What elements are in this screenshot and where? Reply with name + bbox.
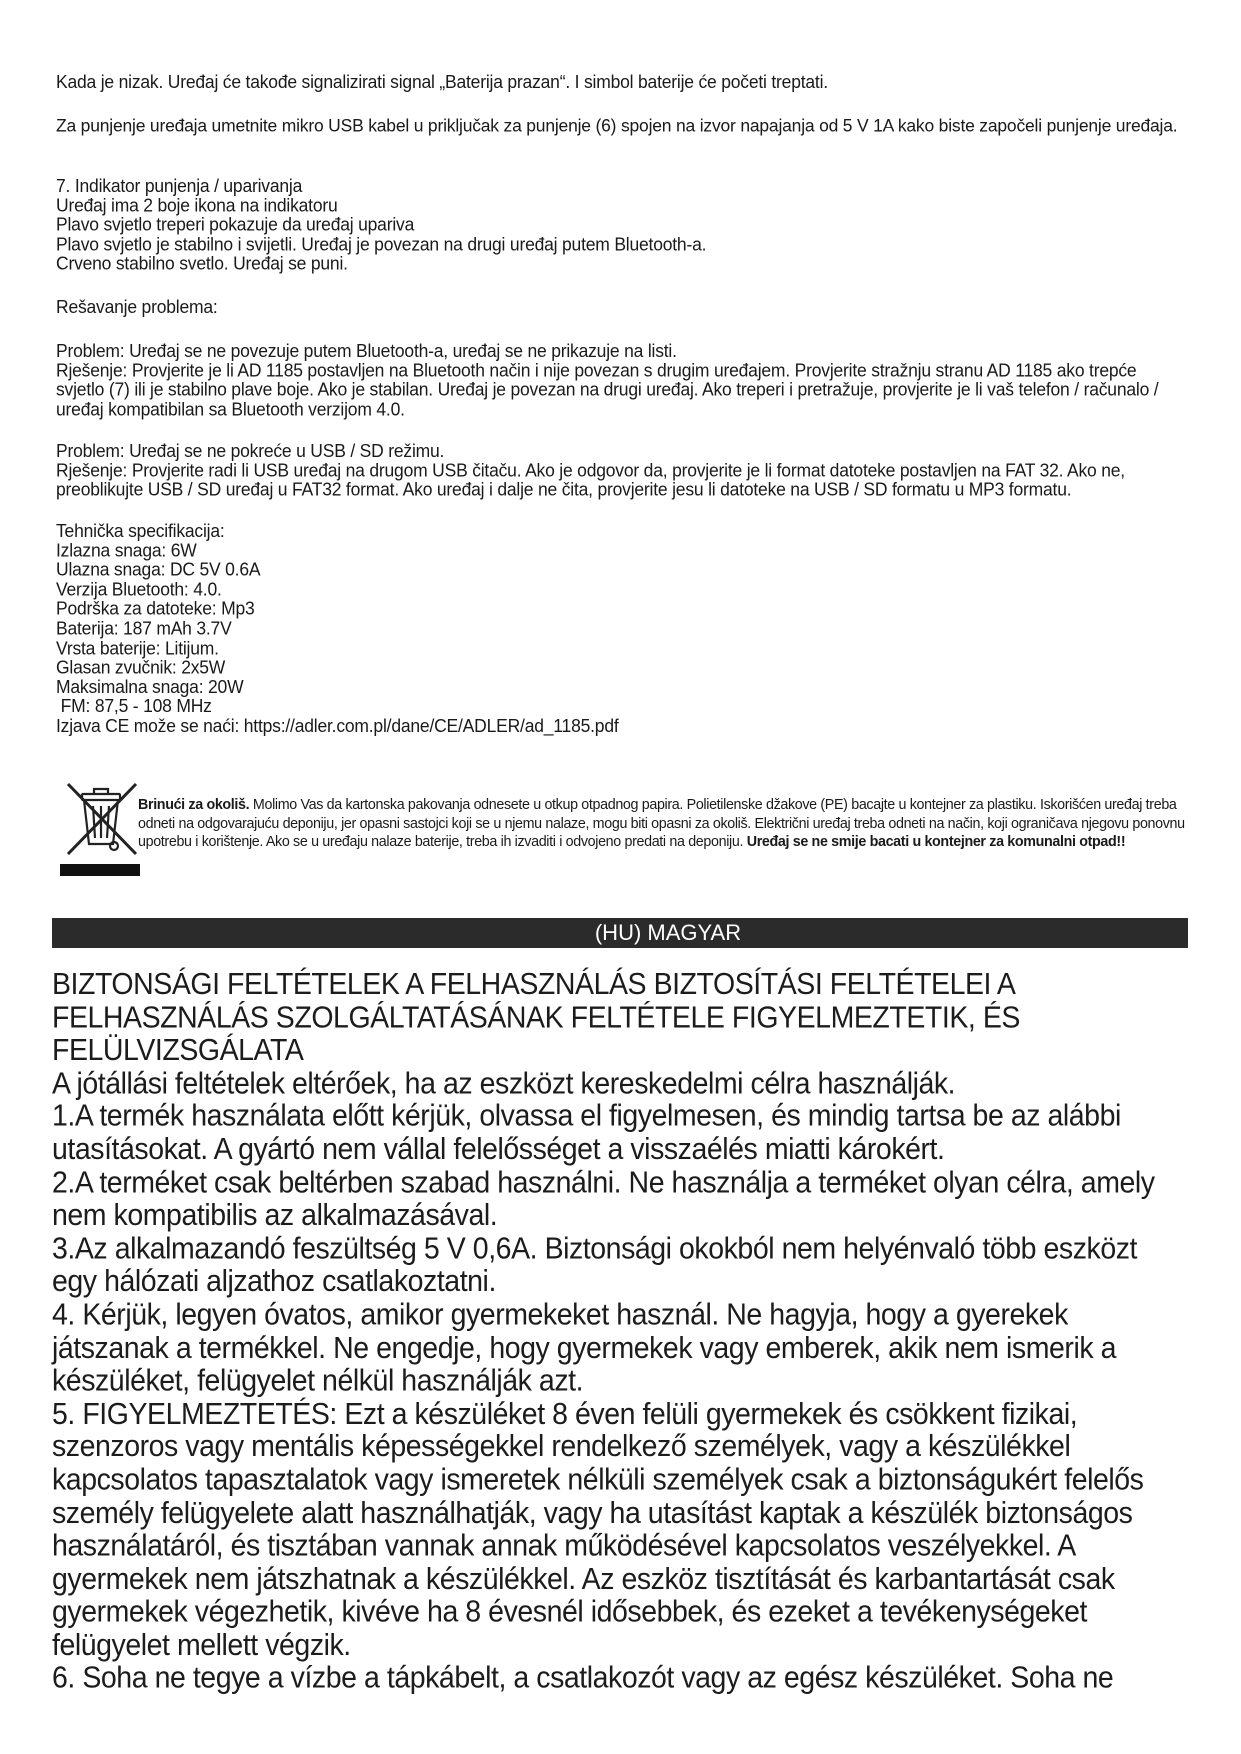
environment-text bbox=[138, 796, 1188, 852]
solution-text: Rješenje: Provjerite je li AD 1185 postavljen na Bluetooth način i nije povezan s drugim uređajem. Provjerite stražnju stranu AD 1185 ako trepće svjetlo (7) ili je stabilno plave boje. Ako je stabilan. Uređaj je povezan na drugi uređaj. Ako treperi i pretražuje, provjerite je li vaš telefon / računalo / uređaj kompatibilan sa Bluetooth verzijom 4.0. bbox=[56, 359, 1164, 420]
spec-line: FM: 87,5 - 108 MHz bbox=[56, 695, 212, 717]
problem-bluetooth bbox=[56, 341, 1186, 419]
indicator-section bbox=[56, 176, 1186, 274]
safety-paragraph: 6. Soha ne tegye a vízbe a tápkábelt, a csatlakozót vagy az egész készüléket. Soha ne bbox=[52, 1660, 1114, 1696]
battery-low-paragraph bbox=[56, 72, 1186, 92]
charging-paragraph bbox=[56, 116, 1186, 136]
problem-text: Problem: Uređaj se ne povezuje putem Bluetooth-a, uređaj se ne prikazuje na listi. bbox=[56, 339, 677, 361]
spec-line: Izjava CE može se naći: https://adler.com.pl/dane/CE/ADLER/ad_1185.pdf bbox=[56, 715, 619, 737]
indicator-line: Plavo svjetlo je stabilno i svijetli. Uređaj je povezan na drugi uređaj putem Bluetooth-a. bbox=[56, 233, 707, 255]
spec-line: Verzija Bluetooth: 4.0. bbox=[56, 578, 222, 600]
spec-line: Ulazna snaga: DC 5V 0.6A bbox=[56, 558, 261, 580]
safety-paragraph: 2.A terméket csak beltérben szabad használni. Ne használja a terméket olyan célra, amely nem kompatibilis az alkalmazásával. bbox=[52, 1165, 1155, 1233]
indicator-line: Plavo svjetlo treperi pokazuje da uređaj upariva bbox=[56, 213, 415, 235]
safety-paragraph: 3.Az alkalmazandó feszültség 5 V 0,6A. Biztonsági okokból nem helyénvaló több eszközt egy hálózati aljzathoz csatlakoztatni. bbox=[52, 1231, 1137, 1299]
safety-paragraph: 4. Kérjük, legyen óvatos, amikor gyermekeket használ. Ne hagyja, hogy a gyerekek játszanak a termékkel. Ne engedje, hogy gyermekek vagy emberek, akik nem ismerik a készüléket, felügyelet nélkül használják azt. bbox=[52, 1297, 1117, 1398]
language-section-title: (HU) MAGYAR bbox=[594, 920, 742, 945]
indicator-line: Uređaj ima 2 boje ikona na indikatoru bbox=[56, 194, 338, 216]
environment-lead: Brinući za okoliš. bbox=[138, 797, 250, 813]
spec-line: Podrška za datoteke: Mp3 bbox=[56, 598, 255, 620]
troubleshooting-heading bbox=[56, 297, 1186, 317]
safety-heading: BIZTONSÁGI FELTÉTELEK A FELHASZNÁLÁS BIZTOSÍTÁSI FELTÉTELEI A FELHASZNÁLÁS SZOLGÁLTATÁSÁNAK FELTÉTELE FIGYELMEZTETIK, ÉS FELÜLVIZSGÁLATA bbox=[52, 966, 1020, 1068]
problem-text: Problem: Uređaj se ne pokreće u USB / SD režimu. bbox=[56, 439, 445, 461]
charging-text: Za punjenje uređaja umetnite mikro USB kabel u priključak za punjenje (6) spojen na izvor napajanja od 5 V 1A kako biste započeli punjenje uređaja. bbox=[56, 114, 1178, 136]
environment-notice bbox=[56, 772, 1186, 880]
problem-usb-sd bbox=[56, 441, 1186, 500]
spec-title: Tehnička specifikacija: bbox=[56, 519, 225, 541]
safety-paragraph: A jótállási feltételek eltérőek, ha az eszközt kereskedelmi célra használják. bbox=[52, 1066, 956, 1101]
safety-paragraph: 5. FIGYELMEZTETÉS: Ezt a készüléket 8 éven felüli gyermekek és csökkent fizikai, szenzoros vagy mentális képességekkel rendelkező személyek, vagy a készülékkel kapcsolatos tapasztalatok vagy ismeretek nélküli személyek csak a biztonságukért felelős személy felügyelete alatt használhatják, vagy ha utasítást kaptak a készülék biztonságos használatáról, és tisztában vannak annak működésével kapcsolatos veszélyekkel. A gyermekek nem játszhatnak a készülékkel. Az eszköz tisztítását és karbantartását csak gyermekek végezhetik, kivéve ha 8 évesnél idősebbek, és ezeket a tevékenységeket felügyelet mellett végzik. bbox=[52, 1396, 1144, 1663]
hungarian-safety-section bbox=[52, 968, 1187, 1695]
spec-line: Glasan zvučnik: 2x5W bbox=[56, 656, 226, 678]
spec-line: Izlazna snaga: 6W bbox=[56, 539, 197, 561]
indicator-line: Crveno stabilno svetlo. Uređaj se puni. bbox=[56, 253, 348, 275]
spec-line: Baterija: 187 mAh 3.7V bbox=[56, 617, 232, 639]
language-section-bar bbox=[52, 918, 1188, 948]
environment-body: Molimo Vas da kartonska pakovanja odnesete u otkup otpadnog papira. Polietilenske džakove (PE) bacajte u kontejner za plastiku. Iskorišćen uređaj treba odneti na odgovarajuću deponiju, jer opasni sastojci koji se u njemu nalaze, mogu biti opasni za okoliš. Električni uređaj treba odneti na način, koji ograničava njegovu ponovnu upotrebu i korištenje. Ako se u uređaju nalaze baterije, treba ih izvaditi i odvojeno predati na deponiju. bbox=[138, 797, 1185, 850]
spec-line: Maksimalna snaga: 20W bbox=[56, 676, 244, 698]
safety-paragraph: 1.A termék használata előtt kérjük, olvassa el figyelmesen, és mindig tartsa be az alábbi utasításokat. A gyártó nem vállal felelősséget a visszaélés miatti károkért. bbox=[52, 1099, 1121, 1167]
troubleshooting-heading-text: Rešavanje problema: bbox=[56, 295, 218, 317]
battery-low-text: Kada je nizak. Uređaj će takođe signalizirati signal „Baterija prazan“. I simbol baterije će početi treptati. bbox=[56, 70, 828, 92]
solution-text: Rješenje: Provjerite radi li USB uređaj na drugom USB čitaču. Ako je odgovor da, provjerite je li format datoteke postavljen na FAT 32. Ako ne, preoblikujte USB / SD uređaj u FAT32 format. Ako uređaj i dalje ne čita, provjerite jesu li datoteke na USB / SD formatu u MP3 formatu. bbox=[56, 459, 1130, 500]
weee-crossed-bin-icon bbox=[60, 772, 146, 880]
environment-warning: Uređaj se ne smije bacati u kontejner za komunalni otpad!! bbox=[746, 834, 1126, 850]
technical-specification bbox=[56, 521, 1186, 736]
indicator-title: 7. Indikator punjenja / uparivanja bbox=[56, 174, 303, 196]
spec-line: Vrsta baterije: Litijum. bbox=[56, 637, 219, 659]
